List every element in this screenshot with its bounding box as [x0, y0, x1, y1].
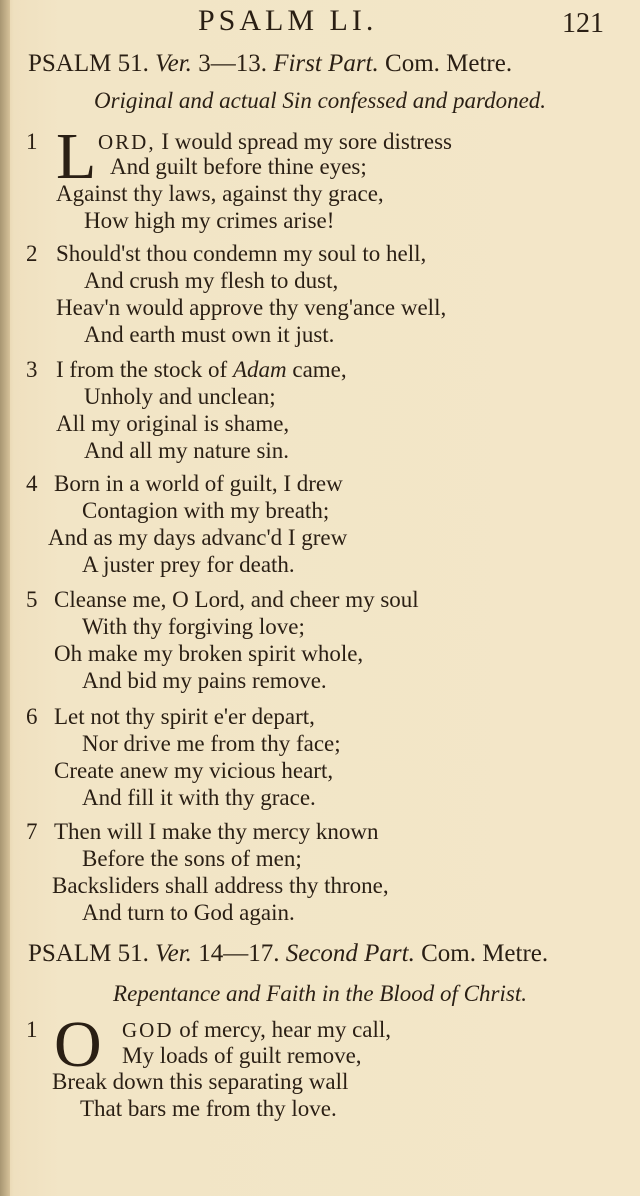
verse-line: A juster prey for death.: [82, 552, 295, 577]
stanza-number: 1: [26, 1017, 38, 1042]
line-text: came,: [292, 357, 347, 382]
line-text: of mercy, hear my call,: [179, 1017, 392, 1042]
verse-line: Backsliders shall address thy throne,: [52, 873, 389, 898]
verse-line: And bid my pains remove.: [82, 668, 327, 693]
verse-line: My loads of guilt remove,: [122, 1043, 362, 1068]
verse-line: Cleanse me, O Lord, and cheer my soul: [54, 587, 419, 612]
verse-range: 14—17.: [198, 940, 280, 967]
verse-line: And fill it with thy grace.: [82, 785, 316, 810]
verse-line: Nor drive me from thy face;: [82, 731, 341, 756]
psalm-label: PSALM 51.: [28, 50, 149, 77]
verse-line: Before the sons of men;: [82, 846, 302, 871]
verse-label: Ver.: [155, 940, 192, 967]
verse-line: Should'st thou condemn my soul to hell,: [56, 241, 427, 266]
line-text: I from the stock of: [56, 357, 228, 382]
psalm-label: PSALM 51.: [28, 940, 149, 967]
verse-line: Unholy and unclean;: [84, 384, 276, 409]
verse-line: All my original is shame,: [56, 411, 290, 436]
verse-line: [56, 356, 347, 384]
verse-line: How high my crimes arise!: [84, 208, 335, 233]
verse-line: Heav'n would approve thy veng'ance well,: [56, 295, 447, 320]
verse-line: And guilt before thine eyes;: [110, 154, 367, 179]
subtitle-part1: Original and actual Sin confessed and pardoned.: [93, 88, 547, 113]
stanza-number: 1: [26, 129, 38, 154]
verse-line: Then will I make thy mercy known: [54, 819, 379, 844]
small-caps-word: ORD,: [98, 130, 156, 154]
stanza-number: 5: [26, 587, 38, 612]
drop-cap: O: [54, 1008, 102, 1081]
verse-line: Let not thy spirit e'er depart,: [54, 704, 315, 729]
part-label: First Part.: [273, 50, 379, 77]
psalm-heading-part1: [28, 50, 614, 78]
stanza-number: 2: [26, 241, 38, 266]
verse-line: Oh make my broken spirit whole,: [54, 641, 364, 666]
stanza-number: 6: [26, 704, 38, 729]
stanza-number: 4: [26, 471, 38, 496]
verse-line: [98, 128, 452, 156]
small-caps-word: GOD: [122, 1018, 174, 1042]
stanza-number: 3: [26, 357, 38, 382]
verse-line: Break down this separating wall: [52, 1069, 349, 1094]
verse-line: Born in a world of guilt, I drew: [54, 471, 343, 496]
part-label: Second Part.: [285, 940, 415, 967]
verse-line: With thy forgiving love;: [82, 614, 305, 639]
stanza-number: 7: [26, 819, 38, 844]
running-head: PSALM LI.: [198, 4, 378, 37]
verse-line: Create anew my vicious heart,: [54, 758, 334, 783]
subtitle-part2: Repentance and Faith in the Blood of Christ.: [113, 981, 527, 1006]
drop-cap: L: [56, 120, 97, 193]
verse-range: 3—13.: [198, 50, 267, 77]
page-number: 121: [562, 8, 604, 39]
verse-line: And crush my flesh to dust,: [84, 268, 339, 293]
metre-label: Com. Metre.: [385, 50, 513, 77]
verse-line: Contagion with my breath;: [82, 498, 330, 523]
verse-line: And earth must own it just.: [84, 322, 335, 347]
line-text: I would spread my sore distress: [161, 129, 452, 154]
page-gutter: [0, 0, 10, 1196]
verse-line: And turn to God again.: [82, 900, 295, 925]
verse-line: And as my days advanc'd I grew: [48, 525, 348, 550]
psalm-heading-part2: [28, 940, 614, 968]
verse-line: And all my nature sin.: [84, 438, 290, 463]
metre-label: Com. Metre.: [421, 940, 549, 967]
italic-name: Adam: [232, 357, 287, 382]
verse-label: Ver.: [155, 50, 192, 77]
verse-line: [122, 1016, 391, 1044]
verse-line: Against thy laws, against thy grace,: [56, 181, 384, 206]
verse-line: That bars me from thy love.: [80, 1096, 337, 1121]
